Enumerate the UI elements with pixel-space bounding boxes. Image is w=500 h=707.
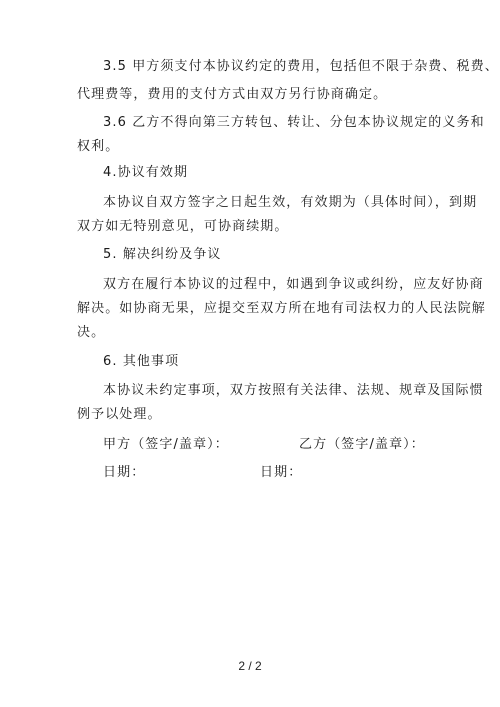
section-5-line-3: 决。	[77, 325, 106, 340]
page-number: 2 / 2	[238, 659, 262, 673]
party-a-date-label: 日期：	[103, 465, 146, 480]
section-4-line-2: 双方如无特别意见，可协商续期。	[77, 219, 289, 234]
section-5-line-2: 解决。如协商无果，应提交至双方所在地有司法权力的人民法院解	[77, 301, 486, 316]
section-4-heading: 4.协议有效期	[103, 165, 189, 180]
clause-3-5-line-2: 代理费等，费用的支付方式由双方另行协商确定。	[77, 87, 388, 102]
clause-3-6-line-2: 权利。	[77, 139, 120, 154]
section-5-heading: 5. 解决纠纷及争议	[103, 247, 222, 262]
party-b-signature-label: 乙方（签字/盖章）：	[299, 437, 425, 452]
section-6-heading: 6. 其他事项	[103, 354, 180, 369]
section-6-line-1: 本协议未约定事项，双方按照有关法律、法规、规章及国际惯	[103, 383, 484, 398]
clause-3-6-line-1: 3.6 乙方不得向第三方转包、转让、分包本协议规定的义务和	[103, 115, 485, 130]
party-a-signature-label: 甲方（签字/盖章）：	[103, 437, 229, 452]
section-5-line-1: 双方在履行本协议的过程中，如遇到争议或纠纷，应友好协商	[103, 277, 484, 292]
section-4-line-1: 本协议自双方签字之日起生效，有效期为（具体时间），到期	[103, 195, 478, 210]
section-6-line-2: 例予以处理。	[77, 407, 162, 422]
clause-3-5-line-1: 3.5 甲方须支付本协议约定的费用，包括但不限于杂费、税费、	[103, 59, 499, 74]
party-b-date-label: 日期：	[260, 465, 303, 480]
